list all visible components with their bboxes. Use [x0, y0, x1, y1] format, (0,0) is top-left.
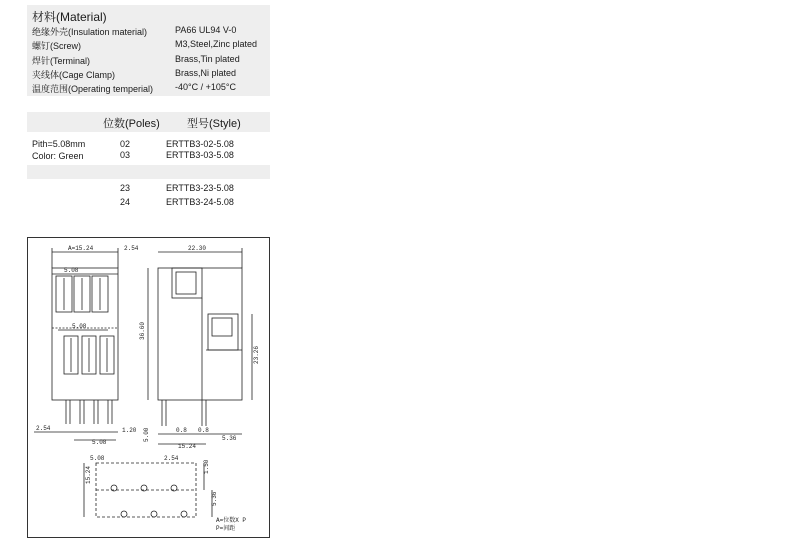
footprint-dim: 5.08 — [90, 455, 105, 462]
dim-label: 5.08 — [64, 267, 79, 274]
dim-label: 0.8 — [176, 427, 187, 434]
note-a: A=位数X P — [216, 517, 247, 524]
poles-value: 23 — [120, 183, 131, 193]
material-row — [32, 39, 270, 52]
style-value: ERTTB3-23-5.08 — [166, 183, 234, 193]
footprint-dim: 1.50 — [203, 459, 210, 474]
pitch-label: Pith=5.08mm — [32, 139, 86, 149]
poles-table-header — [27, 112, 270, 132]
style-value: ERTTB3-03-5.08 — [166, 150, 234, 160]
material-row — [32, 68, 270, 81]
material-value: M3,Steel,Zinc plated — [175, 39, 258, 49]
poles-value: 24 — [120, 197, 131, 207]
technical-drawing — [27, 237, 270, 538]
dim-label: 5.00 — [143, 427, 150, 442]
dim-label: 5.08 — [72, 323, 87, 330]
dim-label: 2.54 — [36, 425, 51, 432]
material-row — [32, 82, 270, 95]
material-label: 绝缘外壳(Insulation material) — [32, 27, 148, 37]
dim-label: 0.8 — [198, 427, 209, 434]
dim-label: 1.20 — [122, 427, 137, 434]
style-value: ERTTB3-02-5.08 — [166, 139, 234, 149]
dim-label: 5.08 — [92, 439, 107, 446]
material-row — [32, 25, 270, 38]
material-label: 螺钉(Screw) — [32, 41, 81, 51]
dim-label: 36.60 — [139, 321, 146, 340]
table-separator — [27, 165, 270, 179]
style-header: 型号(Style) — [187, 118, 241, 130]
poles-header: 位数(Poles) — [103, 118, 160, 130]
material-value: Brass,Tin plated — [175, 54, 240, 64]
dim-label: 15.24 — [178, 443, 197, 450]
material-label: 夹线体(Cage Clamp) — [32, 70, 116, 80]
dim-label: 22.30 — [188, 245, 207, 252]
footprint-dim: 2.54 — [164, 455, 179, 462]
poles-value: 03 — [120, 150, 131, 160]
poles-value: 02 — [120, 139, 131, 149]
material-value: -40°C / +105°C — [175, 82, 236, 92]
style-value: ERTTB3-24-5.08 — [166, 197, 234, 207]
drawing-svg — [28, 238, 271, 539]
materials-title: 材料(Material) — [32, 10, 107, 24]
material-row — [32, 54, 270, 67]
material-label: 温度范围(Operating temperial) — [32, 84, 154, 94]
dim-label: 5.36 — [222, 435, 237, 442]
note-p: P=间距 — [216, 525, 236, 532]
dim-label: 2.54 — [124, 245, 139, 252]
material-value: PA66 UL94 V-0 — [175, 25, 237, 35]
material-label: 焊针(Terminal) — [32, 56, 91, 66]
dim-a: A=15.24 — [68, 245, 94, 252]
materials-table — [27, 5, 270, 96]
footprint-dim: 5.36 — [211, 491, 218, 506]
side-view-body — [158, 268, 242, 400]
material-value: Brass,Ni plated — [175, 68, 237, 78]
color-label: Color: Green — [32, 151, 84, 161]
footprint-dim: 15.24 — [85, 465, 92, 484]
dim-label: 23.26 — [253, 345, 260, 364]
